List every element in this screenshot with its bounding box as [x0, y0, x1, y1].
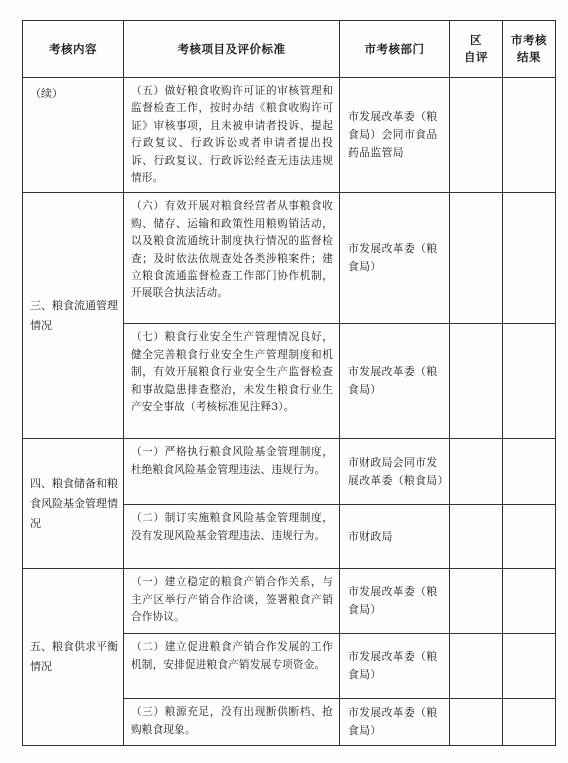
dept-cell: 市发展改革委（粮食局）	[340, 193, 450, 324]
criteria-cell: （二）建立促进粮食产销合作发展的工作机制，安排促进粮食产销发展专项资金。	[124, 634, 340, 699]
criteria-cell: （七）粮食行业安全生产管理情况良好，健全完善粮食行业安全生产管理制度和机制，有效开展粮食行业安全生产监督检查和事故隐患排查整治，未发生粮食行业生产安全事故（考核标准见注释3）。	[124, 324, 340, 439]
criteria-cell: （一）建立稳定的粮食产销合作关系，与主产区举行产销合作洽谈，签署粮食产销合作协议。	[124, 569, 340, 634]
self-eval-cell[interactable]	[450, 439, 503, 505]
criteria-cell: （三）粮源充足，没有出现断供断档、抢购粮食现象。	[124, 699, 340, 746]
dept-cell: 市发展改革委（粮食局）	[340, 324, 450, 439]
result-cell[interactable]	[503, 324, 556, 439]
self-eval-cell[interactable]	[450, 505, 503, 569]
assessment-table	[22, 20, 556, 746]
dept-cell: 市发展改革委（粮食局）会同市食品药品监管局	[340, 78, 450, 193]
header-dept: 市考核部门	[340, 21, 450, 78]
criteria-cell: （一）严格执行粮食风险基金管理制度，杜绝粮食风险基金管理违法、违规行为。	[124, 439, 340, 505]
dept-cell: 市发展改革委（粮食局）	[340, 699, 450, 746]
content-cell: 五、粮食供求平衡情况	[23, 569, 124, 746]
result-cell[interactable]	[503, 569, 556, 634]
table-row	[23, 78, 556, 193]
header-criteria: 考核项目及评价标准	[124, 21, 340, 78]
result-cell[interactable]	[503, 699, 556, 746]
self-eval-cell[interactable]	[450, 569, 503, 634]
table-row	[23, 439, 556, 505]
criteria-cell: （六）有效开展对粮食经营者从事粮食收购、储存、运输和政策性用粮购销活动，以及粮食流通统计制度执行情况的监督检查；及时依法依规查处各类涉粮案件；建立粮食流通监督检查工作部门协作机制，开展联合执法活动。	[124, 193, 340, 324]
header-result: 市考核 结果	[503, 21, 556, 78]
dept-cell: 市发展改革委（粮食局）	[340, 634, 450, 699]
dept-cell: 市财政局会同市发展改革委（粮食局）	[340, 439, 450, 505]
self-eval-cell[interactable]	[450, 699, 503, 746]
result-cell[interactable]	[503, 78, 556, 193]
result-cell[interactable]	[503, 634, 556, 699]
result-cell[interactable]	[503, 193, 556, 324]
self-eval-cell[interactable]	[450, 634, 503, 699]
header-self-eval: 区 自评	[450, 21, 503, 78]
criteria-cell: （五）做好粮食收购许可证的审核管理和监督检查工作，按时办结《粮食收购许可证》审核事项，且未被申请者投诉、提起行政复议、行政诉讼或者申请者提出投诉、行政复议、行政诉讼经查无违法违规情形。	[124, 78, 340, 193]
content-cell: 三、粮食流通管理情况	[23, 193, 124, 439]
criteria-cell: （二）制订实施粮食风险基金管理制度，没有发现风险基金管理违法、违规行为。	[124, 505, 340, 569]
self-eval-cell[interactable]	[450, 324, 503, 439]
self-eval-cell[interactable]	[450, 78, 503, 193]
header-content: 考核内容	[23, 21, 124, 78]
content-cell: 四、粮食储备和粮食风险基金管理情况	[23, 439, 124, 569]
content-cell: （续）	[23, 78, 124, 193]
dept-cell: 市财政局	[340, 505, 450, 569]
result-cell[interactable]	[503, 439, 556, 505]
dept-cell: 市发展改革委（粮食局）	[340, 569, 450, 634]
table-row	[23, 193, 556, 324]
self-eval-cell[interactable]	[450, 193, 503, 324]
header-row	[23, 21, 556, 78]
table-row	[23, 569, 556, 634]
result-cell[interactable]	[503, 505, 556, 569]
